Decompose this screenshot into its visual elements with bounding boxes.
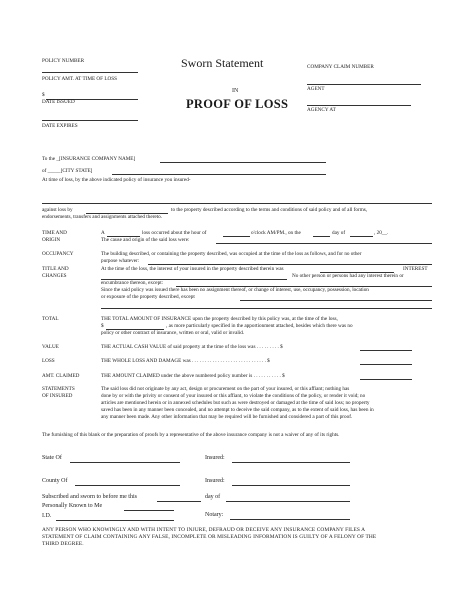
title-line4: Since the said policy was issued there has been no assignment thereof, or change of interest, use, occupancy, possession, location bbox=[101, 287, 369, 293]
personally-known-line[interactable] bbox=[124, 510, 174, 511]
statements-label1: STATEMENTS bbox=[42, 386, 75, 392]
statements-line5: any manner been made. Any other information that may be required will be furnished and considered a part of this proof. bbox=[101, 414, 353, 420]
loss-amount-line[interactable] bbox=[360, 364, 412, 365]
statements-label2: OF INSURED bbox=[42, 393, 73, 399]
title-sworn-statement: Sworn Statement bbox=[181, 56, 264, 70]
origin-label: ORIGIN bbox=[42, 237, 61, 243]
occupancy-line2: purpose whatever: bbox=[101, 258, 140, 264]
time-a: A bbox=[101, 230, 105, 236]
value-amount-line[interactable] bbox=[360, 350, 412, 351]
state-of-label: State Of bbox=[42, 455, 62, 461]
insured-signature-line-2[interactable] bbox=[232, 485, 350, 486]
policy-number-label: POLICY NUMBER bbox=[42, 58, 85, 64]
title-line1: At the time of the loss, the interest of your insured in the property described therein was bbox=[101, 266, 284, 272]
county-of-label: County Of bbox=[42, 478, 68, 484]
value-line: THE ACTUAL CASH VALUE of said property at the time of the loss was . . . . . . . . . $ bbox=[101, 344, 283, 350]
day-of-label: day of bbox=[205, 494, 221, 500]
exposure-line[interactable] bbox=[240, 300, 432, 301]
company-claim-number-line[interactable] bbox=[307, 84, 421, 85]
statements-line3: articles are mentioned herein or in annexed schedules but such as were destroyed or damaged at the time of said loss; no property bbox=[101, 400, 370, 406]
of-line[interactable] bbox=[112, 174, 326, 175]
date-issued-label: DATE ISSUED bbox=[42, 99, 75, 105]
cause-origin-line[interactable] bbox=[216, 243, 432, 244]
total-dollar: $ bbox=[101, 323, 104, 329]
notary-line[interactable] bbox=[230, 519, 350, 520]
statements-line1: The said loss did not originate by any act, design or procurement on the part of your insured, or this affiant; nothing has bbox=[101, 386, 350, 392]
notary-label: Notary: bbox=[205, 512, 224, 518]
title-line2: No other person or persons had any interest therein or bbox=[292, 273, 404, 279]
title-line3: encumbrance thereon, except: bbox=[101, 280, 164, 286]
state-of-line[interactable] bbox=[70, 462, 180, 463]
id-label: I.D. bbox=[42, 513, 52, 519]
day-line[interactable] bbox=[313, 236, 330, 237]
against-loss-by: against loss by bbox=[42, 207, 73, 213]
subscribed-day-line[interactable] bbox=[157, 501, 201, 502]
occupancy-label: OCCUPANCY bbox=[42, 251, 74, 257]
cause-origin-text: The cause and origin of the said loss were: bbox=[101, 237, 190, 243]
total-line1: THE TOTAL AMOUNT OF INSURANCE upon the property described by this policy was, at the time of the loss, bbox=[101, 316, 338, 322]
personally-known-label: Personally Known to Me bbox=[42, 503, 103, 509]
warning-line2: STATEMENT OF CLAIM CONTAINING ANY FALSE, INCOMPLETE OR MISLEADING INFORMATION IS GUILTY OF A FELONY OF THE bbox=[42, 534, 377, 540]
warning-line1: ANY PERSON WHO KNOWINGLY AND WITH INTENT TO INJURE, DEFRAUD OR DECEIVE ANY INSURANCE COMPANY FILES A bbox=[42, 527, 366, 533]
exposure-line-2[interactable] bbox=[101, 308, 432, 309]
title-proof-of-loss: PROOF OF LOSS bbox=[186, 97, 289, 111]
to-the-line[interactable] bbox=[160, 162, 326, 163]
day-of-line[interactable] bbox=[226, 501, 350, 502]
agent-label: AGENT bbox=[307, 86, 325, 92]
value-label: VALUE bbox=[42, 344, 59, 350]
occupancy-fill-line[interactable] bbox=[148, 264, 432, 265]
endorsements-text: endorsements, transfers and assignments attached thereto. bbox=[42, 214, 162, 220]
time-oclock-text: o'clock AM/PM., on the bbox=[251, 230, 301, 236]
time-day-of: day of bbox=[332, 230, 346, 236]
insured-label-1: Insured: bbox=[205, 455, 225, 461]
interest-label: INTEREST bbox=[403, 266, 428, 272]
county-of-line[interactable] bbox=[75, 485, 180, 486]
agent-line[interactable] bbox=[307, 105, 411, 106]
occupancy-line1: The building described, or containing the property described, was occupied at the time of the loss as follows, and for no other bbox=[101, 251, 362, 257]
insured-label-2: Insured: bbox=[205, 478, 225, 484]
insured-signature-line-1[interactable] bbox=[232, 462, 350, 463]
furnishing-text: The furnishing of this blank or the preparation of proofs by a representative of the above insurance company is not a waiver of any of its rights. bbox=[42, 432, 340, 438]
policy-amt-label: POLICY AMT. AT TIME OF LOSS bbox=[42, 76, 118, 82]
total-line3: policy or other contract of insurance, written or oral, valid or invalid. bbox=[101, 330, 245, 336]
policy-amt-dollar: $ bbox=[42, 92, 45, 98]
statements-line4: saved has been in any manner been concealed, and no attempt to deceive the said company, as to the extent of said loss, has been in bbox=[101, 407, 374, 413]
month-line[interactable] bbox=[350, 236, 373, 237]
id-line[interactable] bbox=[56, 520, 174, 521]
title-in: IN bbox=[232, 88, 239, 94]
time-year: , 20__. bbox=[374, 230, 389, 236]
warning-line3: THIRD DEGREE. bbox=[42, 541, 84, 547]
total-label: TOTAL bbox=[42, 316, 59, 322]
of-label: of _____[CITY STATE] bbox=[42, 168, 93, 174]
to-the-label: To the _[INSURANCE COMPANY NAME] bbox=[42, 156, 136, 162]
agency-at-label: AGENCY AT bbox=[307, 107, 336, 113]
intro-line[interactable] bbox=[42, 203, 432, 204]
subscribed-text: Subscribed and sworn to before me this bbox=[42, 494, 137, 500]
title-changes-label2: CHANGES bbox=[42, 273, 67, 279]
intro-text: At time of loss, by the above indicated policy of insurance you insured- bbox=[42, 177, 191, 183]
time-hour-text: loss occurred about the hour of bbox=[142, 230, 207, 236]
against-loss-rest: to the property described according to the terms and conditions of said policy and of all forms, bbox=[171, 207, 368, 213]
loss-line: THE WHOLE LOSS AND DAMAGE was . . . . . . . . . . . . . . . . . . . . . . . . . . . . . $ bbox=[101, 358, 270, 364]
time-label: TIME AND bbox=[42, 230, 67, 236]
amt-claimed-line: THE AMOUNT CLAIMED under the above numbered policy number is . . . . . . . . . . . $ bbox=[101, 373, 285, 379]
company-claim-number-label: COMPANY CLAIM NUMBER bbox=[307, 64, 374, 70]
total-line2: , as more particularly specified in the apportionment attached, besides which there was no bbox=[166, 323, 353, 329]
amt-claimed-label: AMT. CLAIMED bbox=[42, 373, 80, 379]
statements-line2: done by or with the privity or consent of your insured or this affiant, to violate the conditions of the policy, or render it void; no bbox=[101, 393, 366, 399]
policy-number-line[interactable] bbox=[42, 72, 138, 73]
hour-line[interactable] bbox=[223, 236, 250, 237]
loss-label: LOSS bbox=[42, 358, 55, 364]
claimed-amount-line[interactable] bbox=[360, 379, 412, 380]
title-changes-label1: TITLE AND bbox=[42, 266, 69, 272]
date-expires-label: DATE EXPIRES bbox=[42, 123, 78, 129]
date-issued-line[interactable] bbox=[42, 120, 138, 121]
title-line5: or exposure of the property described, except bbox=[101, 294, 195, 300]
